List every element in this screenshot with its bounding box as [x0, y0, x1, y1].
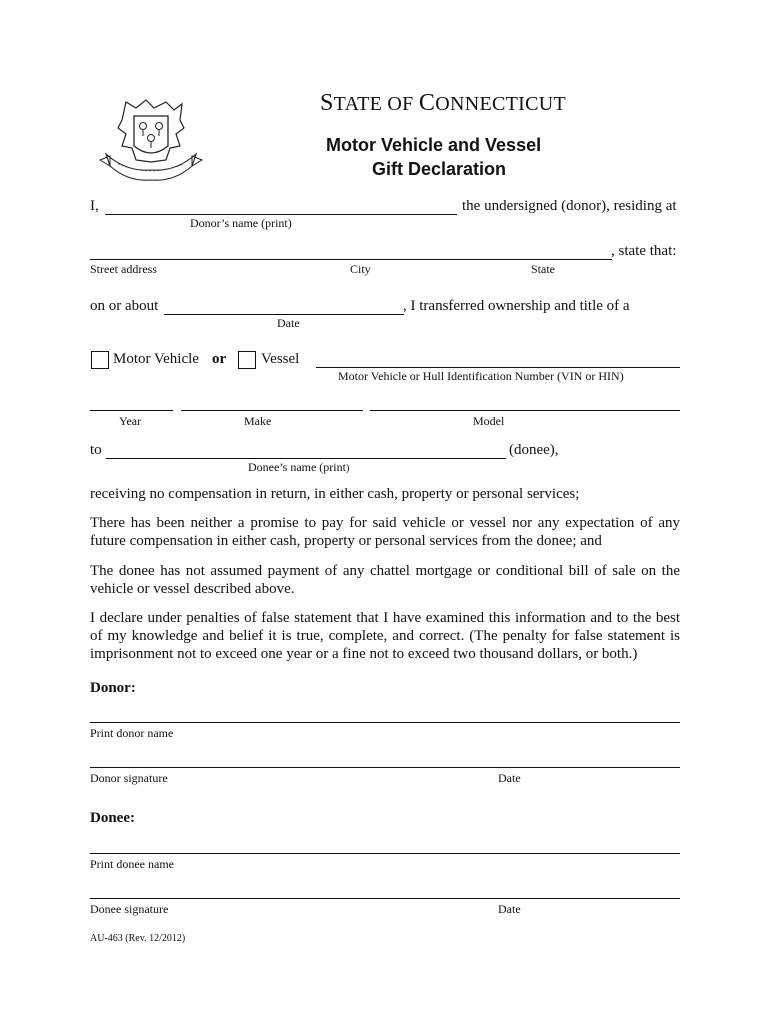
donor-date-field[interactable]	[495, 749, 680, 767]
or-label: or	[212, 351, 227, 367]
donor-line-suffix: the undersigned (donor), residing at	[462, 198, 677, 214]
make-underline	[181, 410, 363, 411]
donor-name-field[interactable]	[105, 198, 457, 214]
donee-name-underline	[106, 458, 506, 459]
donee-date-caption: Date	[498, 902, 521, 916]
donee-name-caption	[248, 460, 349, 475]
paragraph-no-compensation: receiving no compensation in return, in either cash, property or personal services;	[90, 486, 580, 502]
address-underline	[90, 259, 612, 260]
address-field[interactable]	[90, 243, 612, 259]
model-caption: Model	[473, 414, 505, 428]
street-address-caption: Street address	[90, 262, 157, 276]
donor-signature-field[interactable]	[90, 749, 490, 767]
donor-name-underline	[105, 214, 457, 215]
state-title-part1: TATE OF	[333, 93, 419, 115]
donee-name-field[interactable]	[106, 442, 506, 458]
city-caption: City	[350, 262, 371, 276]
print-donee-name-underline	[90, 853, 680, 854]
print-donor-name-underline	[90, 722, 680, 723]
state-title-part2: ONNECTICUT	[435, 93, 566, 115]
donee-signature-caption: Donee signature	[90, 902, 169, 916]
print-donor-name-caption: Print donor name	[90, 726, 174, 740]
paragraph-declaration: I declare under penalties of false statement that I have examined this information and to the best of my knowledge and belief it is true, complete, and correct. (The penalty for false statement is imprisonment not to exceed one year or a fine not to exceed two thousand dollars, or both.)	[90, 610, 680, 662]
donor-date-caption: Date	[498, 771, 521, 785]
print-donee-name-field[interactable]	[90, 835, 680, 853]
vin-caption: Motor Vehicle or Hull Identification Number (VIN or HIN)	[338, 369, 624, 383]
print-donor-name-field[interactable]	[90, 704, 680, 722]
form-id: AU-463 (Rev. 12/2012)	[90, 933, 186, 944]
model-underline	[370, 410, 680, 411]
date-line-prefix: on or about	[90, 298, 159, 314]
print-donee-name-caption: Print donee name	[90, 857, 174, 871]
donor-line-prefix: I,	[90, 198, 99, 214]
vin-underline	[316, 367, 680, 368]
donor-signature-caption: Donor signature	[90, 771, 168, 785]
donee-date-field[interactable]	[495, 880, 680, 898]
vessel-checkbox[interactable]	[238, 351, 256, 369]
form-title-line2: Gift Declaration	[372, 159, 507, 179]
state-title-initial-c: C	[418, 90, 436, 116]
year-field[interactable]	[90, 394, 173, 410]
state-title-initial-s: S	[320, 90, 334, 116]
make-field[interactable]	[181, 394, 363, 410]
state-caption: State	[531, 262, 555, 276]
transfer-date-underline	[164, 314, 404, 315]
date-line-suffix: , I transferred ownership and title of a	[403, 298, 630, 314]
address-line-suffix: , state that:	[611, 243, 677, 259]
donee-signature-field[interactable]	[90, 880, 490, 898]
state-title	[320, 90, 566, 117]
motor-vehicle-label: Motor Vehicle	[113, 351, 199, 367]
paragraph-no-promise: There has been neither a promise to pay for said vehicle or vessel nor any expectation of any future compensation in either cash, property or personal services from the donee; and	[90, 515, 680, 549]
connecticut-seal-icon	[96, 90, 206, 190]
donor-heading: Donor:	[90, 680, 136, 696]
transfer-date-field[interactable]	[164, 298, 404, 314]
donee-line-prefix: to	[90, 442, 102, 458]
model-field[interactable]	[370, 394, 680, 410]
vessel-label: Vessel	[261, 351, 300, 367]
donee-name-caption-main: Donee’s name (print	[248, 460, 346, 474]
vin-field[interactable]	[316, 351, 680, 367]
form-title-line1: Motor Vehicle and Vessel	[326, 135, 542, 155]
transfer-date-caption: Date	[277, 316, 300, 330]
donee-name-caption-paren: )	[345, 463, 350, 474]
donee-signature-underline	[90, 898, 680, 899]
donor-name-caption: Donor’s name (print)	[190, 216, 292, 230]
year-underline	[90, 410, 173, 411]
year-caption: Year	[119, 414, 142, 428]
motor-vehicle-checkbox[interactable]	[91, 351, 109, 369]
donee-line-suffix: (donee),	[509, 442, 559, 458]
donor-signature-underline	[90, 767, 680, 768]
donee-heading: Donee:	[90, 810, 135, 826]
make-caption: Make	[244, 414, 272, 428]
paragraph-no-mortgage: The donee has not assumed payment of any chattel mortgage or conditional bill of sale on the vehicle or vessel described above.	[90, 563, 680, 597]
